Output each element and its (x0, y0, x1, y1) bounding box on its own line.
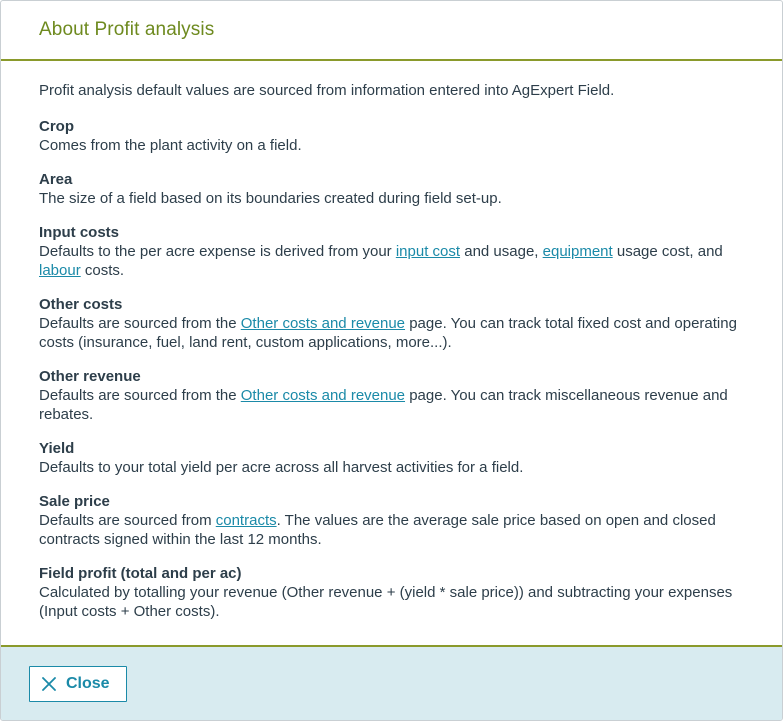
desc-text: page. You can track total fixed cost and operating costs (insurance, fuel, land rent, custom applications, more...). (39, 315, 737, 351)
section-yield (39, 439, 744, 477)
desc-text: Defaults are sourced from (39, 512, 216, 529)
section-desc: The size of a field based on its boundaries created during field set-up. (39, 190, 502, 207)
close-button-label: Close (66, 674, 110, 692)
section-desc: Defaults to your total yield per acre across all harvest activities for a field. (39, 459, 524, 476)
section-title: Field profit (total and per ac) (39, 565, 242, 582)
desc-text: page. You can track miscellaneous revenue and rebates. (39, 387, 728, 423)
section-field-profit (39, 564, 744, 621)
desc-text: Defaults are sourced from the (39, 387, 241, 404)
desc-text: and usage, (460, 243, 543, 260)
desc-text: . The values are the average sale price based on open and closed contracts signed within the last 12 months. (39, 512, 716, 548)
section-desc (39, 314, 744, 352)
dialog-footer (1, 645, 782, 720)
section-other-revenue (39, 367, 744, 424)
section-sale-price (39, 492, 744, 549)
section-desc (39, 242, 744, 280)
section-desc (39, 511, 744, 549)
desc-text: Defaults to the per acre expense is derived from your (39, 243, 396, 260)
section-other-costs (39, 295, 744, 352)
intro-text: Profit analysis default values are sourced from information entered into AgExpert Field. (39, 82, 615, 99)
section-desc (39, 386, 744, 424)
section-title: Other revenue (39, 368, 141, 385)
close-button[interactable] (29, 666, 127, 702)
contracts-link[interactable]: contracts (215, 512, 277, 529)
section-title: Yield (39, 440, 75, 457)
section-title: Other costs (39, 296, 123, 313)
desc-text: costs. (80, 262, 125, 279)
section-title: Sale price (39, 493, 110, 510)
dialog-header (1, 1, 782, 61)
dialog-title: About Profit analysis (39, 19, 215, 40)
dialog-body (1, 61, 782, 646)
desc-text: usage cost, and (612, 243, 723, 260)
other-costs-and-revenue-link[interactable]: Other costs and revenue (240, 315, 406, 332)
section-title: Input costs (39, 224, 120, 241)
section-title: Crop (39, 118, 74, 135)
section-desc: Comes from the plant activity on a field. (39, 137, 302, 154)
section-crop (39, 117, 744, 155)
equipment-link[interactable]: equipment (542, 243, 613, 260)
desc-text: Defaults are sourced from the (39, 315, 241, 332)
section-desc: Calculated by totalling your revenue (Other revenue + (yield * sale price)) and subtracting your expenses (Input costs + Other costs). (39, 584, 733, 620)
close-icon (42, 677, 56, 691)
section-area (39, 170, 744, 208)
other-costs-and-revenue-link[interactable]: Other costs and revenue (240, 387, 406, 404)
section-input-costs (39, 223, 744, 280)
section-title: Area (39, 171, 73, 188)
input-cost-link[interactable]: input cost (395, 243, 461, 260)
labour-link[interactable]: labour (39, 262, 81, 279)
